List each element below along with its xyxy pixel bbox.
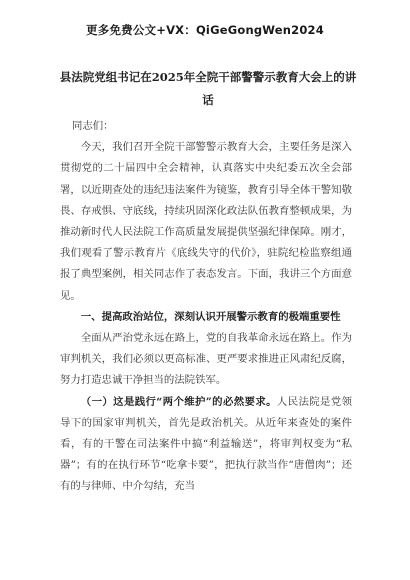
subsection-1-text: 人民法院是党领导下的国家审判机关，首先是政治机关。从近年来查处的案件看，有的干警在司法案件中搞“利益输送”，将审判权变为“私器”；有的在执行环节“吃拿卡要”，把执行款当作“唐僧肉”；还有的与律师、中介勾结，充当: [60, 395, 353, 493]
speech-body: [60, 116, 352, 498]
paragraph-subsection-1: [60, 392, 352, 498]
subsection-heading-1: （一）这是践行“两个维护”的必然要求。: [80, 395, 277, 408]
speech-title: 县法院党组书记在2025年全院干部警警示教育大会上的讲话: [59, 70, 357, 107]
salutation: 同志们：: [72, 120, 114, 132]
section-heading-1: 一、提高政治站位，深刻认识开展警示教育的极端重要性: [80, 310, 341, 323]
promo-banner: 更多免费公文+VX：QiGeGongWen2024: [86, 23, 324, 37]
paragraph-section-1: 全面从严治党永远在路上，党的自我革命永远在路上。作为审判机关，我们必须以更高标准、更严要求推进正风肃纪反腐，努力打造忠诚干净担当的法院铁军。: [60, 332, 352, 387]
paragraph-intro: 今天，我们召开全院干部警警示教育大会，主要任务是深入贯彻党的二十届四中全会精神，认真落实中央纪委五次全会部署，以近期查处的违纪违法案件为镜鉴，教育引导全体干警知敬畏、存戒惧、守底线，持续巩固深化政法队伍教育整顿成果，为推动新时代人民法院工作高质量发展提供坚强纪律保障。刚才，我们观看了警示教育片《底线失守的代价》，驻院纪检监察组通报了典型案例，相关同志作了表态发言。下面，我讲三个方面意见。: [60, 141, 352, 302]
